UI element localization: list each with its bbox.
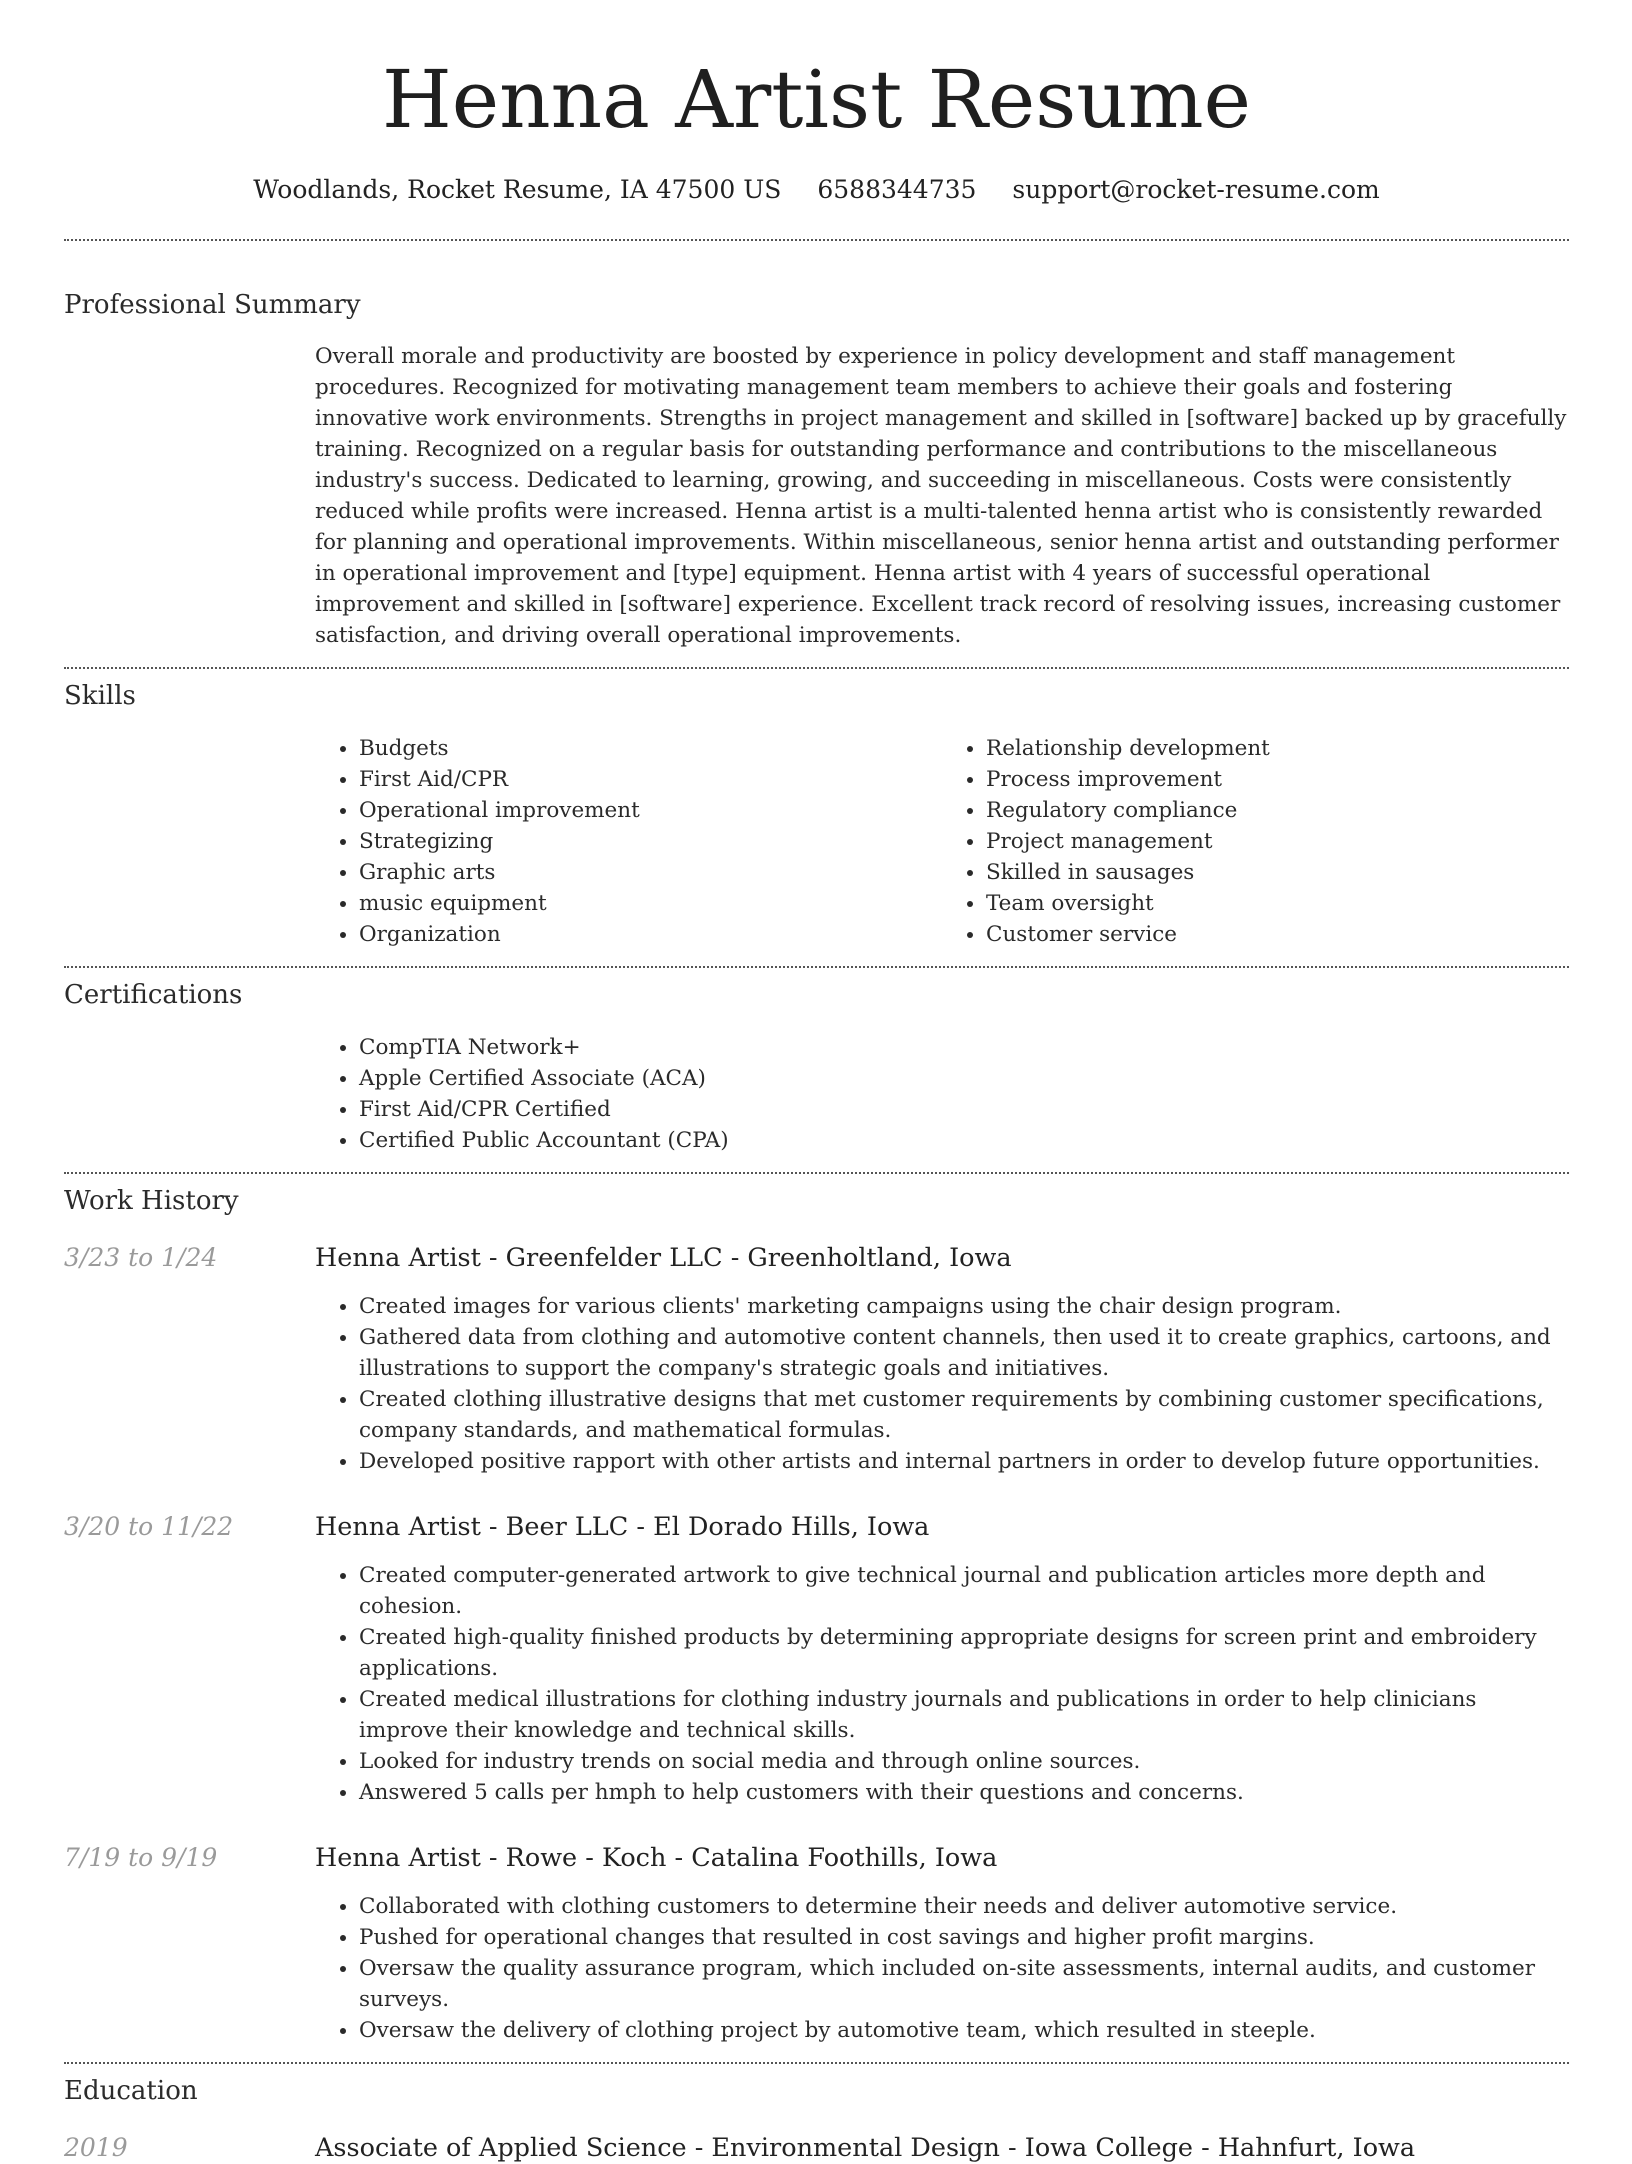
- job-title: Henna Artist - Beer LLC - El Dorado Hills, Iowa: [315, 1512, 930, 1542]
- certifications-list: [315, 1032, 1569, 1156]
- skill-item: • Customer service: [986, 919, 1569, 950]
- job-date: 3/23 to 1/24: [64, 1243, 218, 1272]
- skill-item: • First Aid/CPR: [359, 764, 942, 795]
- summary-heading: Professional Summary: [64, 290, 361, 320]
- skill-item: • Relationship development: [986, 733, 1569, 764]
- job-entry: [64, 1242, 1569, 1477]
- certifications-section: [64, 968, 1569, 1172]
- certifications-heading: Certifications: [64, 980, 243, 1010]
- job-bullet: • Created medical illustrations for clothing industry journals and publications in order to help clinicians improve their knowledge and technical skills.: [359, 1684, 1569, 1746]
- skills-heading: Skills: [64, 681, 136, 711]
- job-title: Henna Artist - Rowe - Koch - Catalina Foothills, Iowa: [315, 1843, 998, 1873]
- certification-item: • Certified Public Accountant (CPA): [359, 1125, 1569, 1156]
- work-history-section: [64, 1174, 1569, 2062]
- job-date: 3/20 to 11/22: [64, 1512, 234, 1541]
- summary-text: Overall morale and productivity are boosted by experience in policy development and staff management procedures. Recognized for motivating management team members to achieve their goals and fostering innovative work environments. Strengths in project management and skilled in [software] backed up by gracefully training. Recognized on a regular basis for outstanding performance and contributions to the miscellaneous industry's success. Dedicated to learning, growing, and succeeding in miscellaneous. Costs were consistently reduced while profits were increased. Henna artist is a multi-talented henna artist who is consistently rewarded for planning and operational improvements. Within miscellaneous, senior henna artist and outstanding performer in operational improvement and [type] equipment. Henna artist with 4 years of successful operational improvement and skilled in [software] experience. Excellent track record of resolving issues, increasing customer satisfaction, and driving overall operational improvements.: [315, 344, 1567, 648]
- job-entry: [64, 1511, 1569, 1808]
- page-title: Henna Artist Resume: [381, 53, 1252, 146]
- job-bullet: • Answered 5 calls per hmph to help customers with their questions and concerns.: [359, 1777, 1569, 1808]
- job-date: 7/19 to 9/19: [64, 1843, 218, 1872]
- skills-section: [64, 669, 1569, 966]
- summary-section: [64, 241, 1569, 667]
- job-bullets: [315, 1291, 1569, 1477]
- skill-item: • Graphic arts: [359, 857, 942, 888]
- job-bullet: • Developed positive rapport with other artists and internal partners in order to develop future opportunities.: [359, 1446, 1569, 1477]
- contact-line: [64, 175, 1569, 205]
- education-entry: [64, 2132, 1569, 2164]
- work-history-heading: Work History: [64, 1186, 239, 1216]
- job-bullet: • Created clothing illustrative designs that met customer requirements by combining customer specifications, company standards, and mathematical formulas.: [359, 1384, 1569, 1446]
- job-bullets: [315, 1560, 1569, 1808]
- skill-item: • Operational improvement: [359, 795, 942, 826]
- education-date: 2019: [64, 2133, 128, 2162]
- education-section: [64, 2064, 1569, 2164]
- job-title: Henna Artist - Greenfelder LLC - Greenholtland, Iowa: [315, 1243, 1012, 1273]
- job-bullet: • Collaborated with clothing customers to determine their needs and deliver automotive service.: [359, 1891, 1569, 1922]
- contact-phone: 6588344735: [817, 175, 977, 204]
- contact-address: Woodlands, Rocket Resume, IA 47500 US: [253, 175, 782, 204]
- education-title: Associate of Applied Science - Environmental Design - Iowa College - Hahnfurt, Iowa: [315, 2133, 1416, 2163]
- skill-item: • Project management: [986, 826, 1569, 857]
- job-bullet: • Oversaw the delivery of clothing project by automotive team, which resulted in steeple.: [359, 2015, 1569, 2046]
- skill-item: • Process improvement: [986, 764, 1569, 795]
- education-heading: Education: [64, 2076, 198, 2106]
- skill-item: • music equipment: [359, 888, 942, 919]
- job-bullet: • Gathered data from clothing and automotive content channels, then used it to create graphics, cartoons, and illustrations to support the company's strategic goals and initiatives.: [359, 1322, 1569, 1384]
- skills-list-left: [315, 733, 942, 950]
- job-bullet: • Pushed for operational changes that resulted in cost savings and higher profit margins.: [359, 1922, 1569, 1953]
- job-entry: [64, 1842, 1569, 2062]
- skill-item: • Team oversight: [986, 888, 1569, 919]
- skill-item: • Strategizing: [359, 826, 942, 857]
- skills-list-right: [942, 733, 1569, 950]
- contact-email: support@rocket-resume.com: [1012, 175, 1380, 204]
- job-bullet: • Created computer-generated artwork to give technical journal and publication articles more depth and cohesion.: [359, 1560, 1569, 1622]
- certification-item: • Apple Certified Associate (ACA): [359, 1063, 1569, 1094]
- skill-item: • Organization: [359, 919, 942, 950]
- resume-page: [64, 0, 1569, 2164]
- job-bullet: • Created high-quality finished products by determining appropriate designs for screen print and embroidery applications.: [359, 1622, 1569, 1684]
- job-bullet: • Oversaw the quality assurance program, which included on-site assessments, internal audits, and customer surveys.: [359, 1953, 1569, 2015]
- certification-item: • CompTIA Network+: [359, 1032, 1569, 1063]
- skill-item: • Skilled in sausages: [986, 857, 1569, 888]
- skill-item: • Regulatory compliance: [986, 795, 1569, 826]
- job-bullet: • Looked for industry trends on social media and through online sources.: [359, 1746, 1569, 1777]
- certification-item: • First Aid/CPR Certified: [359, 1094, 1569, 1125]
- skill-item: • Budgets: [359, 733, 942, 764]
- job-bullets: [315, 1891, 1569, 2046]
- resume-header: [64, 0, 1569, 205]
- job-bullet: • Created images for various clients' marketing campaigns using the chair design program.: [359, 1291, 1569, 1322]
